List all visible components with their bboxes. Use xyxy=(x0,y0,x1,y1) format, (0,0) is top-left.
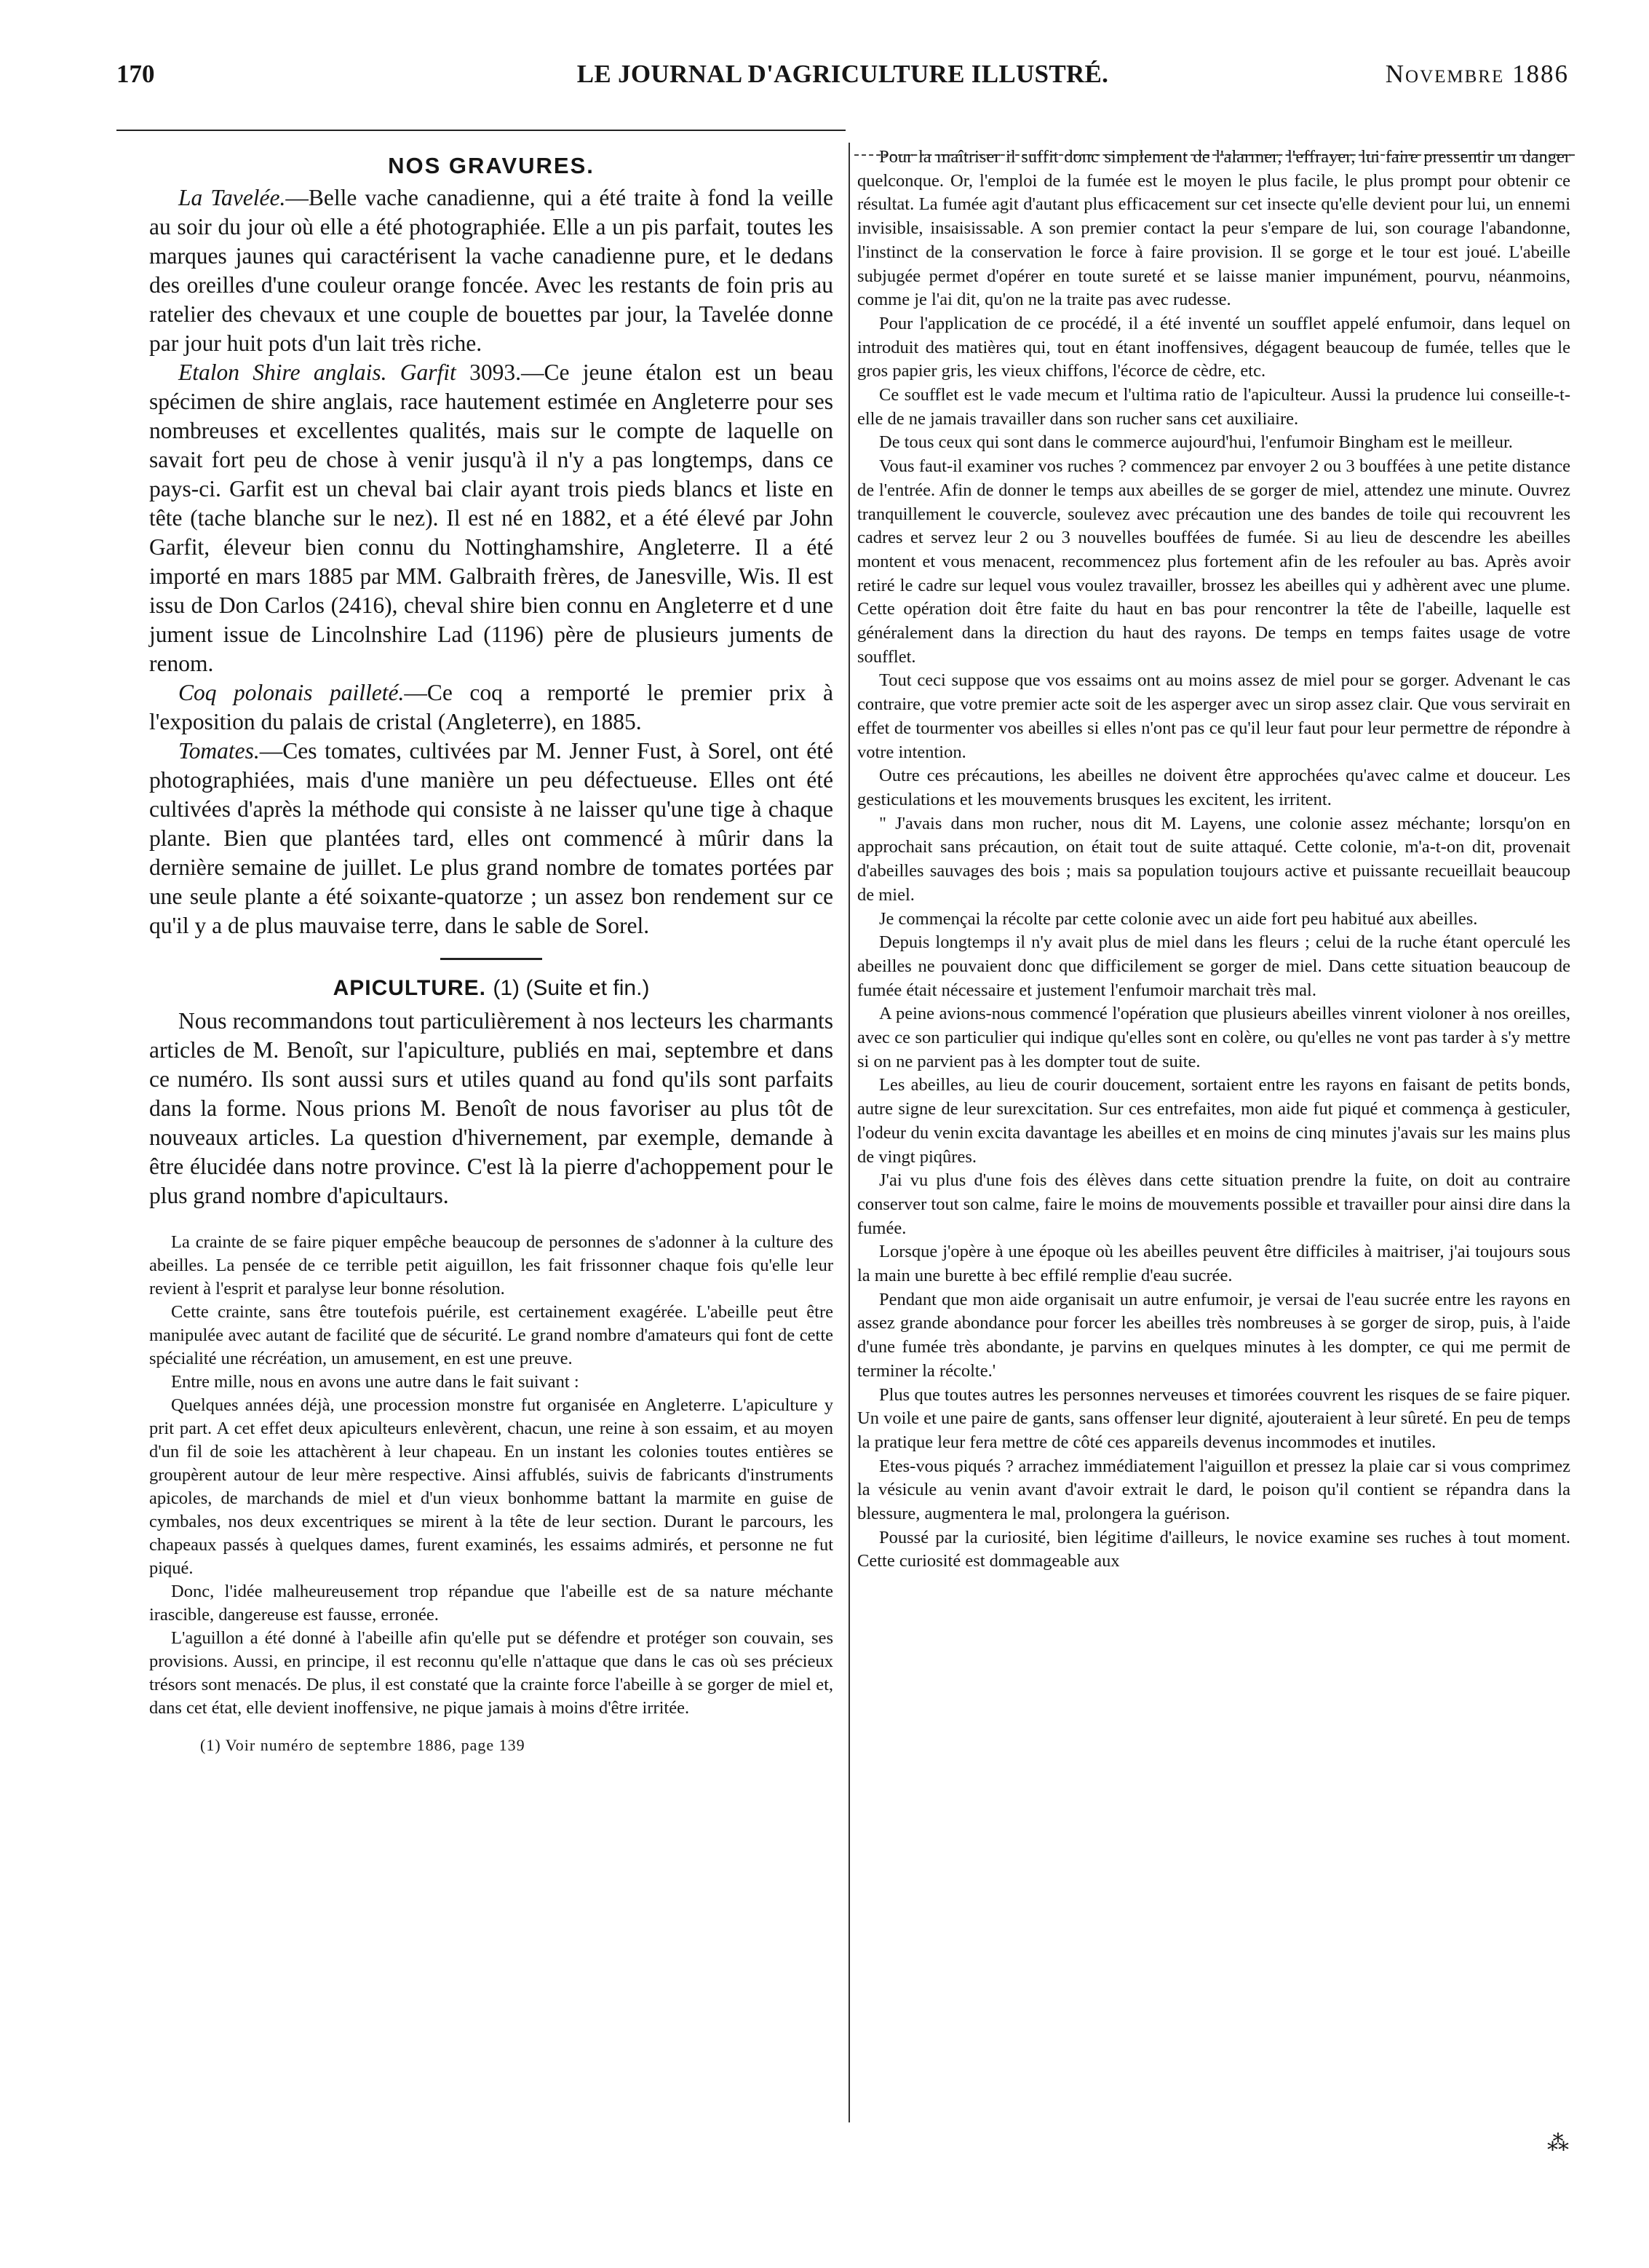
article-paragraph: J'ai vu plus d'une fois des élèves dans cette situation prendre la fuite, on doit au contraire conserver tout son calme, faire le moins de mouvements possible et travailler pour ainsi dire dans la fumée. xyxy=(857,1170,1570,1238)
gravures-paragraph: Tomates.—Ces tomates, cultivées par M. Jenner Fust, à Sorel, ont été photographiées, mais d'une manière un peu défectueuse. Elles ont été cultivées d'après la méthode qui consiste à ne laisser qu'une tige à chaque plante. Bien que plantées tard, elles ont commencé à mûrir dans la dernière semaine de juillet. Le plus grand nombre de tomates portées par une seule plante a été soixante-quatorze ; un assez bon rendement sur ce qu'il y a de plus mauvaise terre, dans le sable de Sorel. xyxy=(149,738,833,938)
apiculture-title: APICULTURE. (1) (Suite et fin.) xyxy=(333,976,650,1000)
article-paragraph: Poussé par la curiosité, bien légitime d'ailleurs, le novice examine ses ruches à tout moment. Cette curiosité est dommageable aux xyxy=(857,1527,1570,1571)
apiculture-intro: Nous recommandons tout particulièrement à nos lecteurs les charmants articles de M. Benoît, sur l'apiculture, publiés en mai, septembre et dans ce numéro. Ils sont aussi surs et utiles quand au fond qu'ils sont parfaits dans la forme. Nous prions M. Benoît de nous favoriser au plus tôt de nouveaux articles. La question d'hivernement, par exemple, demande à être élucidée dans notre province. C'est là la pierre d'achoppement pour le plus grand nombre d'apicultaurs. xyxy=(149,1008,833,1208)
article-paragraph: Tout ceci suppose que vos essaims ont au moins assez de miel pour se gorger. Advenant le cas contraire, que votre premier acte soit de les asperger avec un sirop assez clair. Que vous servirait en effet de tourmenter vos abeilles si elles n'ont pas ce qu'il leur faut pour leur permettre de répondre à votre intention. xyxy=(857,670,1570,762)
article-paragraph: La crainte de se faire piquer empêche beaucoup de personnes de s'adonner à la culture des abeilles. La pensée de ce terrible petit aiguillon, les fait frissonner chaque fois qu'elle leur revient à l'esprit et paralyse leur bonne résolution. xyxy=(149,1232,833,1298)
gravures-body xyxy=(149,183,833,940)
article-paragraph: Outre ces précautions, les abeilles ne doivent être approchées qu'avec calme et douceur. Les gesticulations et les mouvements brusques les excitent, les irritent. xyxy=(857,766,1570,809)
gravures-paragraph: Etalon Shire anglais. Garfit 3093.—Ce jeune étalon est un beau spécimen de shire anglais, race hautement estimée en Angleterre pour ses nombreuses et excellentes qualités, mais sur le compte de laquelle on savait fort peu de chose à venir jusqu'à il n'y a pas longtemps, dans ce pays-ci. Garfit est un cheval bai clair ayant trois pieds blancs et liste en tête (tache blanche sur le nez). Il est né en 1882, et a été élevé par John Garfit, éleveur bien connu du Nottinghamshire, Angleterre. Il a été importé en mars 1885 par MM. Galbraith frères, de Janesville, Wis. Il est issu de Don Carlos (2416), cheval shire bien connu en Angleterre et d une jument issue de Lincolnshire Lad (1196) père de plusieurs juments de renom. xyxy=(149,360,833,676)
left-column xyxy=(149,146,833,1755)
page-number: 170 xyxy=(116,60,155,88)
article-paragraph: Quelques années déjà, une procession monstre fut organisée en Angleterre. L'apiculture y prit part. A cet effet deux apiculteurs enlevèrent, chacun, une reine à son essaim, et au moyen d'un fil de soie les attachèrent à leur chapeau. En un instant les colonies toutes entières se groupèrent autour de leur mère respective. Ainsi affublés, suivis de fabricants d'instruments apicoles, de marchands de miel et d'un vieux bonhomme battant la marmite en guise de cymbales, nos deux excentriques se mirent à la tête de leur section. Durant le parcours, les chapeaux passés à quelques dames, furent examinés, les essaims admirés, et personne ne fut piqué. xyxy=(149,1395,833,1578)
column-divider xyxy=(849,143,850,2122)
article-paragraph: Vous faut-il examiner vos ruches ? commencez par envoyer 2 ou 3 bouffées à une petite distance de l'entrée. Afin de donner le temps aux abeilles de se gorger de miel, attendez une minute. Ouvrez tranquillement le couvercle, soulevez avec précaution une des bandes de toile qui recouvrent les cadres et servez leur 2 ou 3 nouvelles bouffées de fumée. Si au lieu de descendre les abeilles montent et vous menacent, recommencez plus fortement afin de les refouler au bas. Après avoir retiré le cadre sur lequel vous voulez travailler, brossez les abeilles qui y adhèrent avec une plume. Cette opération doit être faite du haut en bas pour rencontrer la tête de l'abeille, laquelle est généralement dans la direction du haut des rayons. De temps en temps faites usage de votre soufflet. xyxy=(857,456,1570,667)
gravure-name: La Tavelée. xyxy=(178,185,286,210)
article-paragraph: Pour la maîtriser il suffit donc simplement de l'alarmer, l'effrayer, lui faire pressentir un danger quelconque. Or, l'emploi de la fumée est le moyen le plus facile, le plus prompt pour obtenir ce résultat. La fumée agit d'autant plus efficacement sur cet insecte qu'elle devient pour lui, un ennemi invisible, insaisissable. A son premier contact la peur s'empare de lui, son courage l'abandonne, l'instinct de la conservation le force à faire provision. Il se gorge et le tour est joué. L'abeille subjugée permet d'opérer en toute sureté et se laisse manier impunément, pourvu, néanmoins, comme je l'ai dit, qu'on ne la traite pas avec rudesse. xyxy=(857,147,1570,310)
article-paragraph: Lorsque j'opère à une époque où les abeilles peuvent être difficiles à maitriser, j'ai toujours sous la main une burette à bec effilé remplie d'eau sucrée. xyxy=(857,1242,1570,1286)
article-paragraph: Pendant que mon aide organisait un autre enfumoir, je versai de l'eau sucrée entre les rayons en assez grande abondance pour forcer les abeilles très nombreuses à se gorger de sirop, puis, à l'aide d'une fumée très abondante, je parvins en quelques minutes à les dompter, ce qui me permit de terminer la récolte.' xyxy=(857,1289,1570,1381)
article-paragraph: " J'avais dans mon rucher, nous dit M. Layens, une colonie assez méchante; lorsqu'on en approchait sans précaution, on était tout de suite attaqué. Cette colonie, m'a-t-on dit, provenait d'abeilles sauvages des bois ; mais sa population toujours active et puissante recueillait beaucoup de miel. xyxy=(857,813,1570,905)
gravure-name: Tomates. xyxy=(178,738,260,764)
article-paragraph: Pour l'application de ce procédé, il a été inventé un soufflet appelé enfumoir, dans lequel on introduit des matières qui, tout en étant inoffensives, dégagent beaucoup de fumée, telles que le gros papier gris, les vieux chiffons, l'écorce de cèdre, etc. xyxy=(857,313,1570,381)
article-paragraph: Les abeilles, au lieu de courir doucement, sortaient entre les rayons en faisant de petits bonds, autre signe de leur surexcitation. Sur ces entrefaites, mon aide fut piqué et commença à gesticuler, l'odeur du venin excita davantage les abeilles et en moins de cinq minutes j'avais sur les mains plus de vingt piqûres. xyxy=(857,1075,1570,1167)
article-paragraph: A peine avions-nous commencé l'opération que plusieurs abeilles vinrent violoner à nos oreilles, avec ce son particulier qui indique qu'elles sont en colère, ou qu'elles ne vont pas tarder à s'y mettre si on ne parvient pas à les dompter tout de suite. xyxy=(857,1004,1570,1071)
section-separator xyxy=(440,958,542,960)
gravures-paragraph: La Tavelée.—Belle vache canadienne, qui a été traite à fond la veille au soir du jour où elle a été photographiée. Elle a un pis parfait, toutes les marques jaunes qui caractérisent la vache canadienne pure, et le dedans des oreilles d'une couleur orange foncée. Avec les restants de foin pris au ratelier des chevaux et une couple de bouettes par jour, la Tavelée donne par jour huit pots d'un lait très riche. xyxy=(149,185,833,356)
gravure-name: Coq polonais pailleté. xyxy=(178,680,405,705)
article-paragraph: Depuis longtemps il n'y avait plus de miel dans les fleurs ; celui de la ruche étant operculé les abeilles ne pouvaient donc que difficilement se gorger de miel. Dans cette situation beaucoup de fumée était nécessaire et justement l'enfumoir marchait très mal. xyxy=(857,932,1570,1000)
article-paragraph: Donc, l'idée malheureusement trop répandue que l'abeille est de sa nature méchante irascible, dangereuse est fausse, erronée. xyxy=(149,1582,833,1625)
article-paragraph: L'aguillon a été donné à l'abeille afin qu'elle put se défendre et protéger son couvain, ses provisions. Aussi, en principe, il est reconnu qu'elle n'attaque que dans le cas où ses précieux trésors sont menacés. De plus, il est constaté que la crainte force l'abeille à se gorger de miel et, dans cet état, elle devient inoffensive, ne pique jamais à moins d'être irritée. xyxy=(149,1628,833,1718)
article-paragraph: Entre mille, nous en avons une autre dans le fait suivant : xyxy=(171,1372,579,1392)
gravures-paragraph: Coq polonais pailleté.—Ce coq a remporté le premier prix à l'exposition du palais de cristal (Angleterre), en 1885. xyxy=(149,680,833,734)
article-paragraph: Je commençai la récolte par cette colonie avec un aide fort peu habitué aux abeilles. xyxy=(879,908,1478,929)
gravures-title: NOS GRAVURES. xyxy=(388,153,595,178)
right-column xyxy=(857,146,1570,1574)
apiculture-subtitle: (1) (Suite et fin.) xyxy=(493,976,650,1000)
article-paragraph: Ce soufflet est le vade mecum et l'ultima ratio de l'apiculteur. Aussi la prudence lui conseille-t-elle de ne jamais travailler dans son rucher sans cet auxiliaire. xyxy=(857,385,1570,429)
article-paragraph: Plus que toutes autres les personnes nerveuses et timorées couvrent les risques de se faire piquer. Un voile et une paire de gants, sans offenser leur dignité, ajouteraient à leur sûreté. En peu de temps la pratique leur fera mettre de côté ces appareils devenus incommodes et inutiles. xyxy=(857,1384,1570,1452)
journal-title: LE JOURNAL D'AGRICULTURE ILLUSTRÉ. xyxy=(576,60,1109,88)
article-paragraph: Etes-vous piqués ? arrachez immédiatement l'aiguillon et pressez la plaie car si vous comprimez la vésicule au venin avant d'avoir extrait le dard, le poison qu'il contient se répandra dans la blessure, augmentera le mal, prolongera la guérison. xyxy=(857,1456,1570,1524)
page-header xyxy=(116,60,1569,103)
gravure-name: Etalon Shire anglais. Garfit xyxy=(178,360,456,385)
issue-date: Novembre 1886 xyxy=(1385,60,1569,88)
article-paragraph: De tous ceux qui sont dans le commerce aujourd'hui, l'enfumoir Bingham est le meilleur. xyxy=(879,432,1513,453)
apiculture-body xyxy=(149,1231,833,1720)
header-rule-left xyxy=(116,130,846,131)
article-paragraph: Cette crainte, sans être toutefois puérile, est certainement exagérée. L'abeille peut être manipulée avec autant de facilité que de sécurité. Le grand nombre d'amateurs qui font de cette spécialité une récréation, un amusement, en est une preuve. xyxy=(149,1302,833,1368)
footnote: (1) Voir numéro de septembre 1886, page 139 xyxy=(200,1736,525,1754)
asterism-mark: ⁂ xyxy=(1547,2131,1569,2155)
